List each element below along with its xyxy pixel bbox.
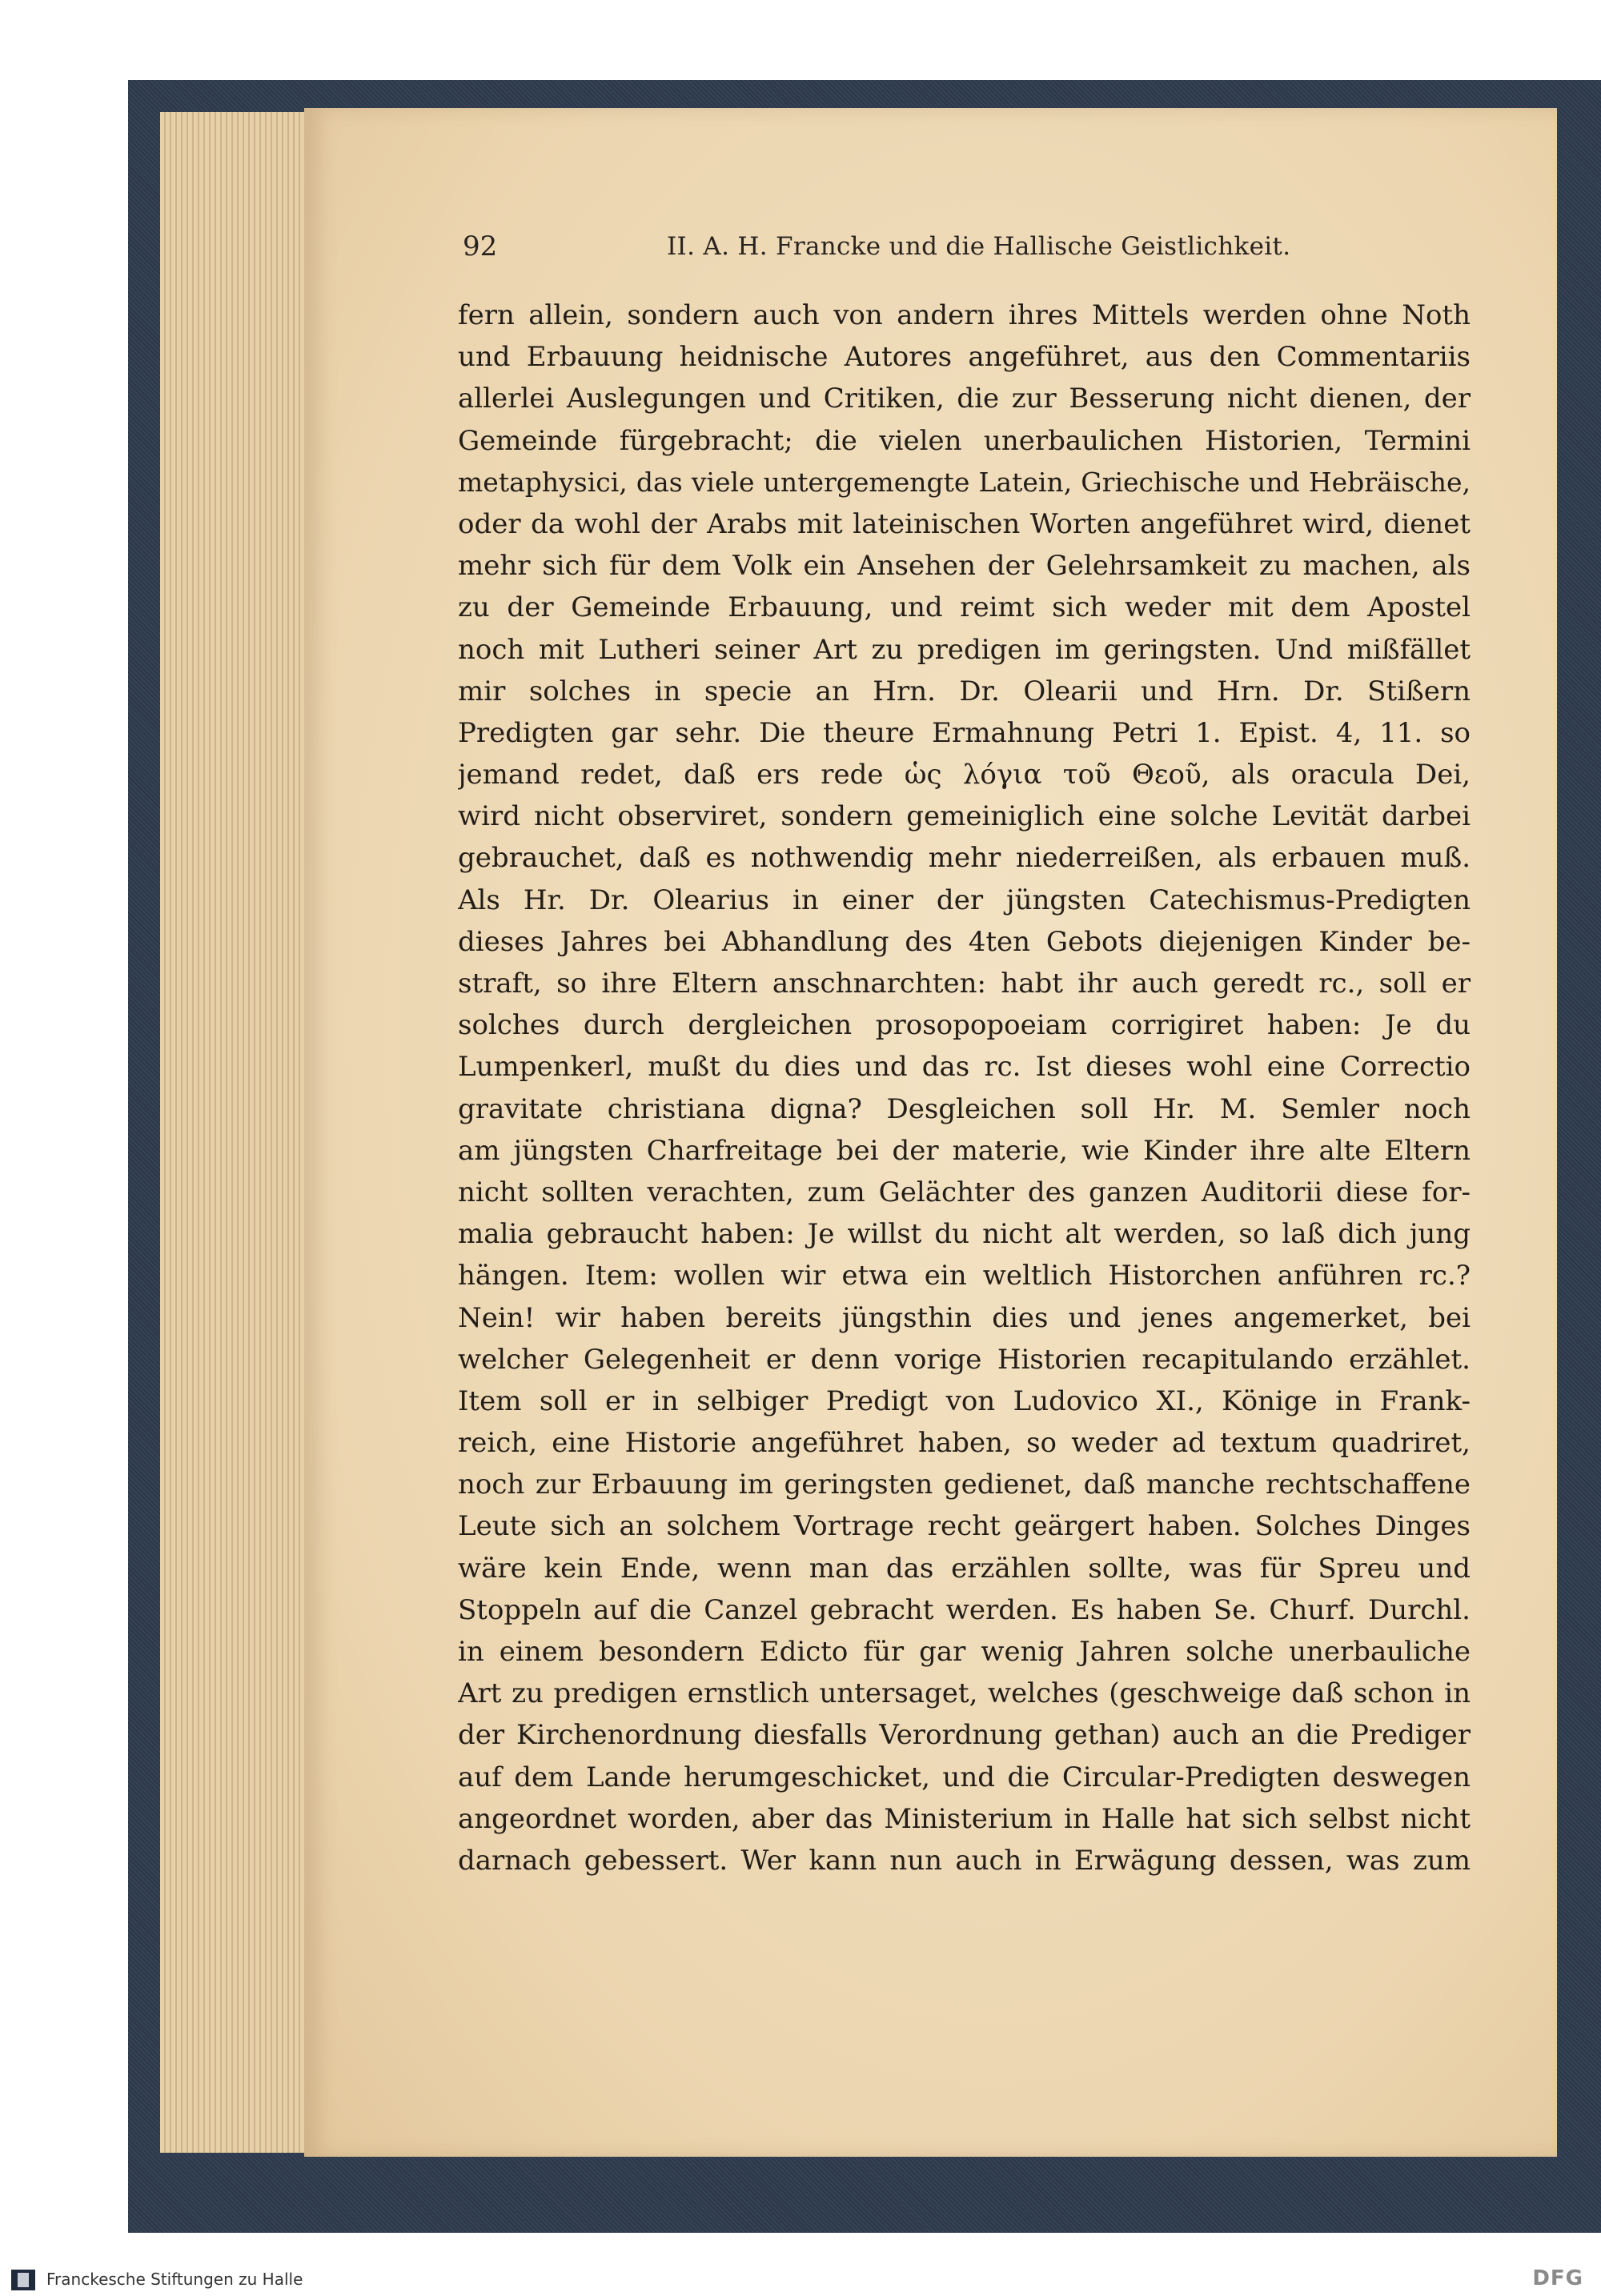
text-line: der Kirchenordnung diesfalls Verordnung gethan) auch an die Prediger xyxy=(458,1719,1471,1752)
page-edges xyxy=(160,112,320,2153)
text-line: Lumpenkerl, mußt du dies und das rc. Ist dieses wohl eine Correctio xyxy=(458,1051,1471,1084)
text-line: in einem besondern Edicto für gar wenig Jahren solche unerbauliche xyxy=(458,1636,1471,1668)
institution-logo-icon xyxy=(11,2270,35,2290)
text-line: Nein! wir haben bereits jüngsthin dies und jenes angemerket, bei xyxy=(458,1301,1471,1334)
text-line: hängen. Item: wollen wir etwa ein weltlich Historchen anführen rc.? xyxy=(458,1260,1471,1292)
text-line: Stoppeln auf die Canzel gebracht werden. Es haben Se. Churf. Durchl. xyxy=(458,1593,1471,1626)
text-line: auf dem Lande herumgeschicket, und die Circular-Predigten deswegen xyxy=(458,1761,1471,1793)
text-line: Als Hr. Dr. Olearius in einer der jüngsten Catechismus-Predigten xyxy=(458,884,1471,916)
text-line: jemand redet, daß ers rede ὡς λόγια τοῦ Θεοῦ, als oracula Dei, xyxy=(458,759,1471,791)
page-number: 92 xyxy=(463,230,498,262)
text-line: Predigten gar sehr. Die theure Ermahnung Petri 1. Epist. 4, 11. so xyxy=(458,716,1471,749)
text-line: am jüngsten Charfreitage bei der materie, wie Kinder ihre alte Eltern xyxy=(458,1134,1471,1167)
text-line: und Erbauung heidnische Autores angeführet, aus den Commentariis xyxy=(458,341,1471,374)
footer-institution: Franckesche Stiftungen zu Halle xyxy=(46,2270,303,2289)
text-line: noch zur Erbauung im geringsten gedienet, daß manche rechtschaffene xyxy=(458,1469,1471,1501)
body-text xyxy=(458,295,1471,1881)
text-line: malia gebraucht haben: Je willst du nicht alt werden, so laß dich jung xyxy=(458,1218,1471,1251)
text-line: Gemeinde fürgebracht; die vielen unerbaulichen Historien, Termini xyxy=(458,424,1471,457)
text-line: Item soll er in selbiger Predigt von Ludovico XI., Könige in Frank- xyxy=(458,1384,1471,1417)
text-line: metaphysici, das viele untergemengte Latein, Griechische und Hebräische, xyxy=(458,466,1471,498)
dfg-logo: DFG xyxy=(1532,2266,1583,2290)
text-line: zu der Gemeinde Erbauung, und reimt sich weder mit dem Apostel xyxy=(458,591,1471,624)
text-line: noch mit Lutheri seiner Art zu predigen im geringsten. Und mißfället xyxy=(458,633,1471,666)
page-header xyxy=(463,230,1291,270)
text-line: Leute sich an solchem Vortrage recht geärgert haben. Solches Dinges xyxy=(458,1510,1471,1543)
text-line: nicht sollten verachten, zum Gelächter des ganzen Auditorii diese for- xyxy=(458,1176,1471,1208)
text-line: reich, eine Historie angeführet haben, so weder ad textum quadriret, xyxy=(458,1427,1471,1460)
text-line: angeordnet worden, aber das Ministerium in Halle hat sich selbst nicht xyxy=(458,1802,1471,1835)
text-line: gravitate christiana digna? Desgleichen soll Hr. M. Semler noch xyxy=(458,1092,1471,1125)
text-line: welcher Gelegenheit er denn vorige Historien recapitulando erzählet. xyxy=(458,1343,1471,1376)
text-line: wird nicht observiret, sondern gemeiniglich eine solche Levität darbei xyxy=(458,800,1471,833)
text-line: mir solches in specie an Hrn. Dr. Olearii und Hrn. Dr. Stißern xyxy=(458,675,1471,707)
text-line: straft, so ihre Eltern anschnarchten: habt ihr auch geredt rc., soll er xyxy=(458,968,1471,1000)
text-line: mehr sich für dem Volk ein Ansehen der Gelehrsamkeit zu machen, als xyxy=(458,550,1471,583)
text-line: darnach gebessert. Wer kann nun auch in Erwägung dessen, was zum xyxy=(458,1844,1471,1877)
text-line: dieses Jahres bei Abhandlung des 4ten Gebots diejenigen Kinder be- xyxy=(458,925,1471,958)
text-line: wäre kein Ende, wenn man das erzählen sollte, was für Spreu und xyxy=(458,1552,1471,1585)
text-line: allerlei Auslegungen und Critiken, die zur Besserung nicht dienen, der xyxy=(458,383,1471,415)
text-line: gebrauchet, daß es nothwendig mehr niederreißen, als erbauen muß. xyxy=(458,842,1471,875)
text-line: Art zu predigen ernstlich untersaget, welches (geschweige daß schon in xyxy=(458,1677,1471,1710)
text-line: fern allein, sondern auch von andern ihres Mittels werden ohne Noth xyxy=(458,299,1471,331)
text-line: solches durch dergleichen prosopopoeiam corrigiret haben: Je du xyxy=(458,1009,1471,1042)
text-line: oder da wohl der Arabs mit lateinischen Worten angeführet wird, dienet xyxy=(458,507,1471,540)
running-title: II. A. H. Francke und die Hallische Geistlichkeit. xyxy=(667,232,1291,261)
